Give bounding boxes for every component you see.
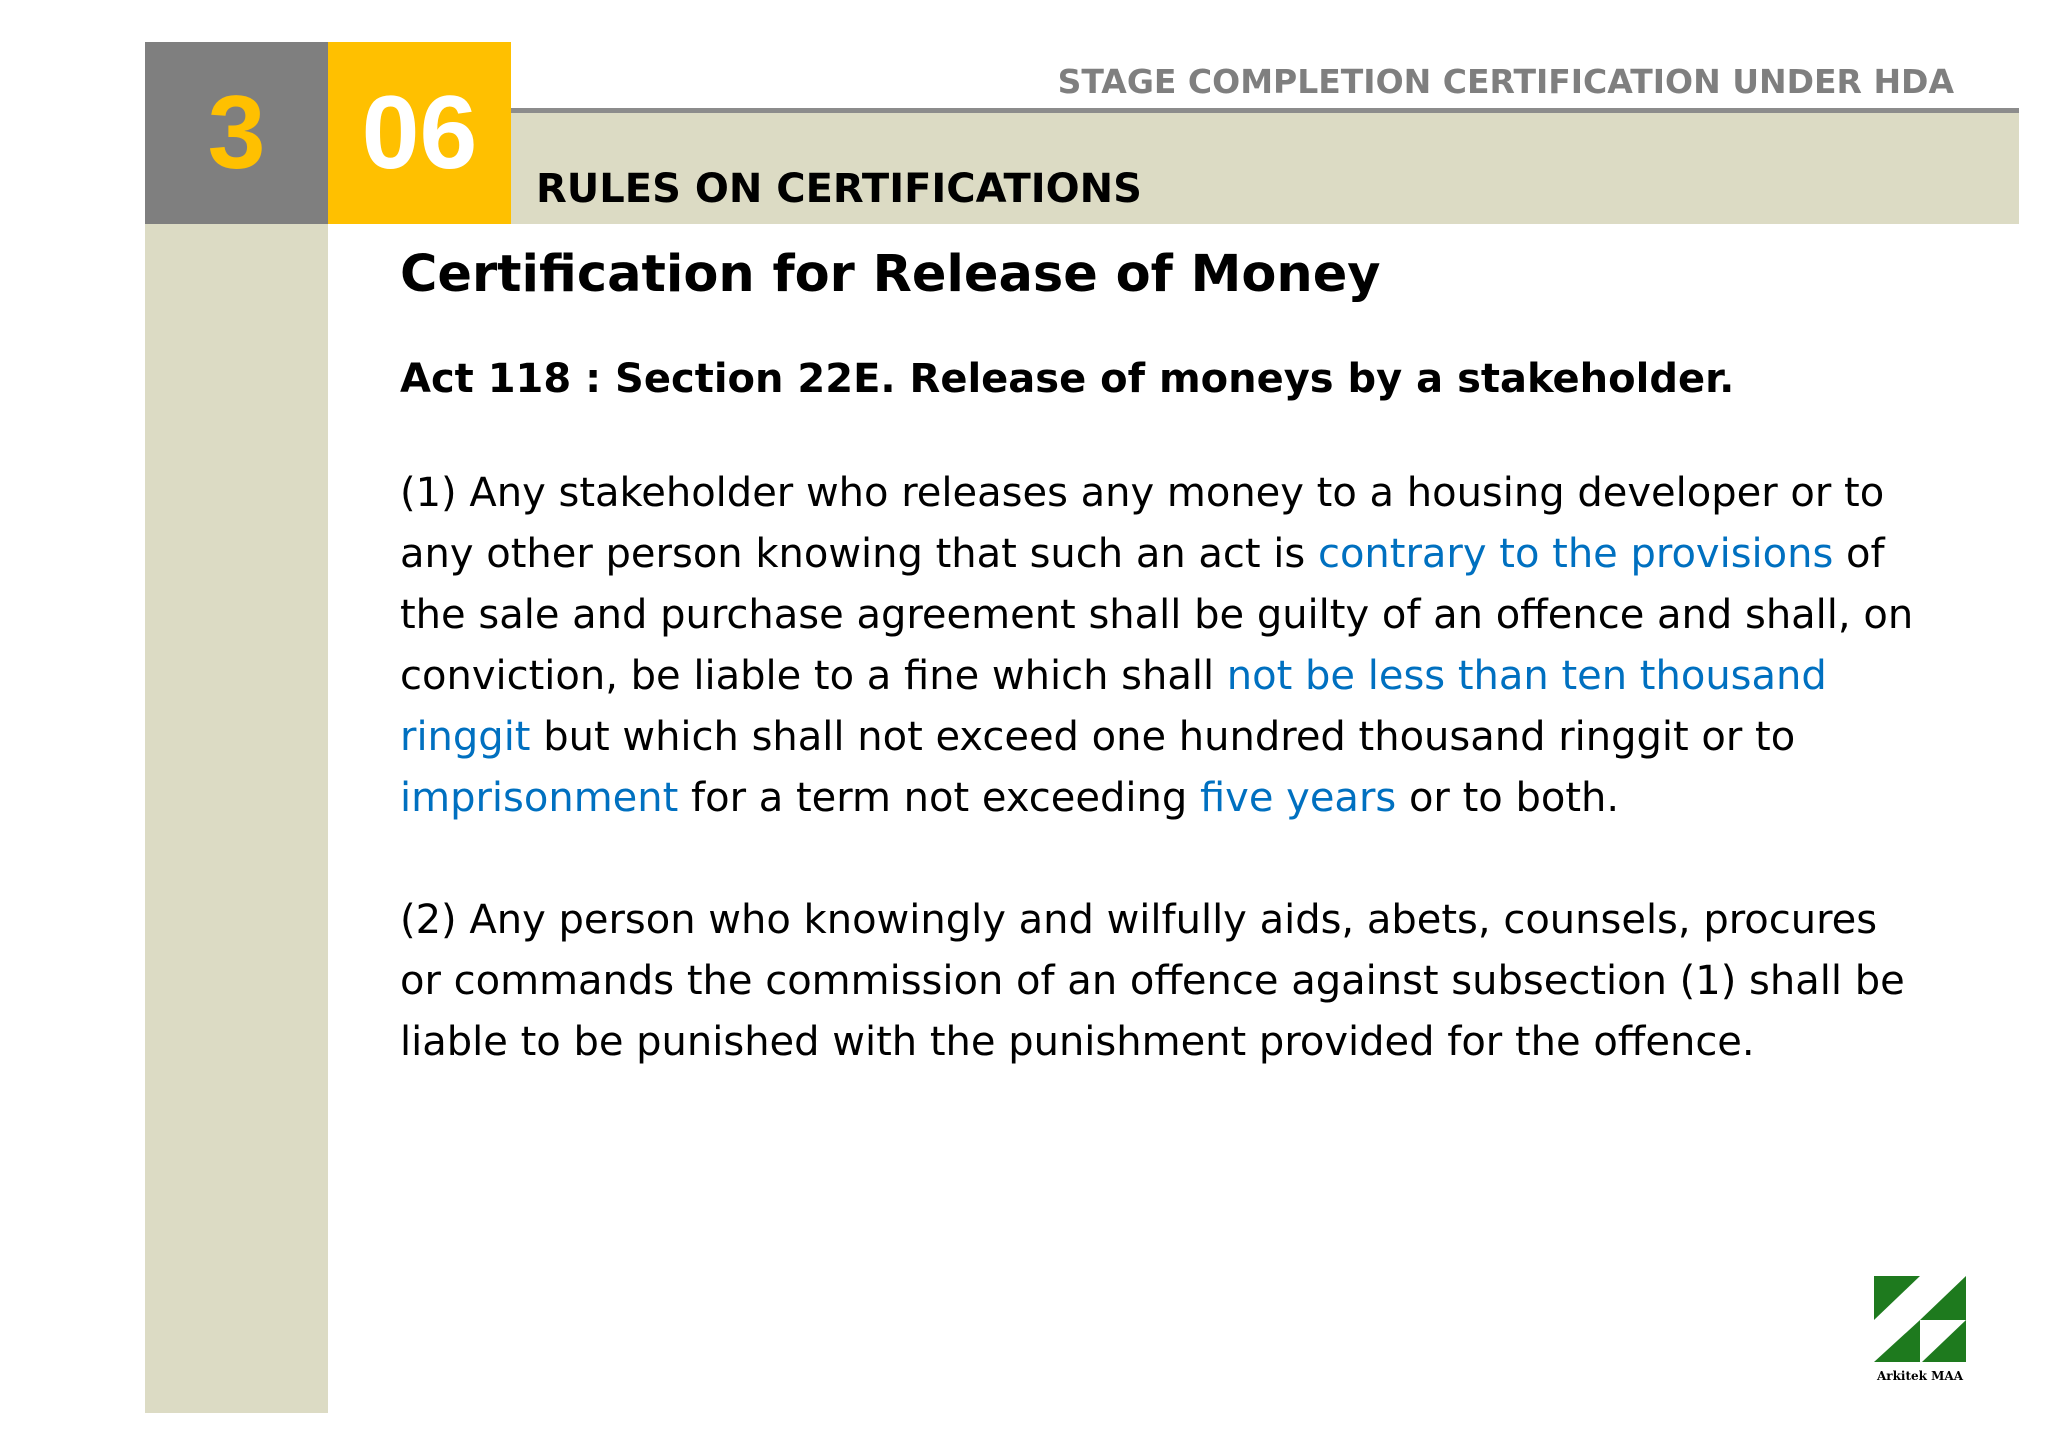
paragraph-line <box>400 463 1990 524</box>
text-run: (1) Any stakeholder who releases any money to a housing developer or to <box>400 470 1885 516</box>
text-run: any other person knowing that such an act is <box>400 531 1318 577</box>
paragraph-line <box>400 585 1990 646</box>
section-number-box <box>328 42 511 224</box>
text-run: conviction, be liable to a fine which shall <box>400 653 1227 699</box>
section-title: RULES ON CERTIFICATIONS <box>536 166 1142 212</box>
chapter-number: 3 <box>207 74 266 191</box>
highlight-text: imprisonment <box>400 775 679 821</box>
highlight-text: not be less than ten thousand <box>1226 653 1827 699</box>
paragraph-line <box>400 768 1990 829</box>
chapter-number-box <box>145 42 328 224</box>
paragraph-line <box>400 707 1990 768</box>
side-bar <box>145 42 328 1413</box>
slide-content <box>400 240 1990 1073</box>
text-run: of <box>1833 531 1885 577</box>
paragraph-line: liable to be punished with the punishment provided for the offence. <box>400 1019 1755 1065</box>
page-heading: Certification for Release of Money <box>400 245 1381 304</box>
arkitek-maa-logo-icon <box>1870 1272 1970 1366</box>
paragraph-subsection-1 <box>400 463 1990 829</box>
arkitek-maa-logo <box>1870 1272 1970 1383</box>
highlight-text: five years <box>1199 775 1397 821</box>
paragraph-line <box>400 646 1990 707</box>
section-number: 06 <box>361 74 478 191</box>
text-run: the sale and purchase agreement shall be guilty of an offence and shall, on <box>400 592 1914 638</box>
text-run: for a term not exceeding <box>678 775 1200 821</box>
highlight-text: ringgit <box>400 714 531 760</box>
logo-label: Arkitek MAA <box>1876 1369 1964 1383</box>
act-heading: Act 118 : Section 22E. Release of moneys by a stakeholder. <box>400 356 1735 402</box>
paragraph-line <box>400 524 1990 585</box>
text-run: but which shall not exceed one hundred thousand ringgit or to <box>530 714 1796 760</box>
paragraph-line: (2) Any person who knowingly and wilfully aids, abets, counsels, procures <box>400 897 1878 943</box>
highlight-text: contrary to the provisions <box>1317 531 1834 577</box>
text-run: or to both. <box>1396 775 1620 821</box>
paragraph-subsection-2 <box>400 890 1990 1073</box>
paragraph-line: or commands the commission of an offence against subsection (1) shall be <box>400 958 1905 1004</box>
header-title: STAGE COMPLETION CERTIFICATION UNDER HDA <box>1057 62 1954 101</box>
header-divider <box>511 108 2019 113</box>
